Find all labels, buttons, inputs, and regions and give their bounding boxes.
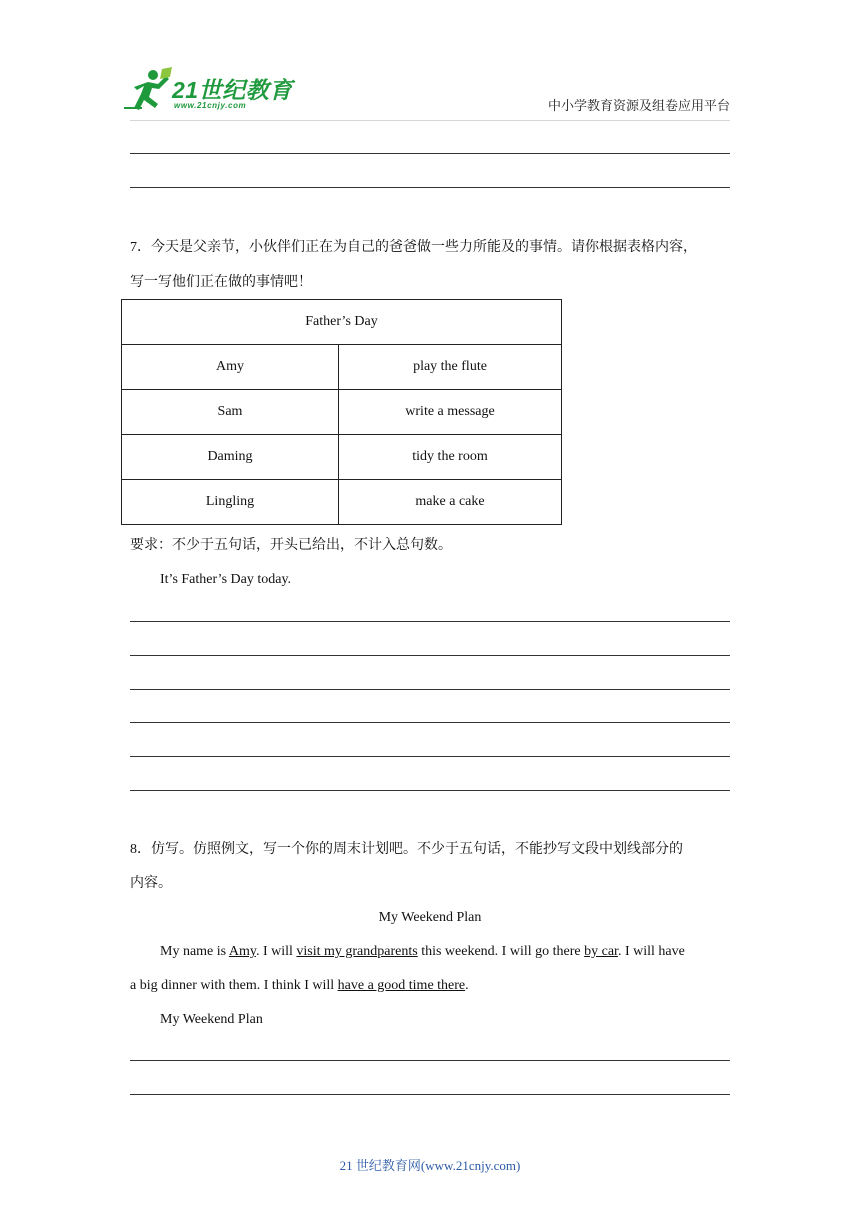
q8-prompt-line1: 8．仿写。仿照例文，写一个你的周末计划吧。不少于五句话，不能抄写文段中划线部分的: [130, 842, 683, 857]
underlined-phrase: visit my grandparents: [296, 944, 418, 959]
writing-line: [130, 790, 730, 791]
table-header-row: [122, 300, 562, 345]
table-cell-activity: write a message: [339, 390, 562, 435]
example-text: . I will have: [617, 944, 685, 959]
header-tagline: 中小学教育资源及组卷应用平台: [547, 98, 730, 113]
write-title: My Weekend Plan: [160, 1012, 263, 1027]
header-rule: [130, 120, 730, 121]
example-text: My name is: [160, 944, 229, 959]
table-row: [122, 435, 562, 480]
writing-line: [130, 689, 730, 690]
underlined-phrase: Amy: [228, 944, 256, 959]
table-title: Father’s Day: [122, 300, 562, 345]
q8-prompt-line2: 内容。: [130, 876, 172, 891]
writing-line: [130, 621, 730, 622]
table-cell-name: Lingling: [122, 480, 339, 525]
q7-prompt-line1: 7．今天是父亲节，小伙伴们正在为自己的爸爸做一些力所能及的事情。请你根据表格内容，: [130, 240, 697, 255]
logo-text: 21世纪教育: [172, 77, 293, 103]
table-cell-name: Amy: [122, 345, 339, 390]
writing-line: [130, 756, 730, 757]
table-cell-activity: tidy the room: [339, 435, 562, 480]
table-row: [122, 390, 562, 435]
writing-line: [130, 655, 730, 656]
footer-source: 21 世纪教育网(www.21cnjy.com): [339, 1158, 521, 1173]
fathers-day-table: [121, 299, 562, 525]
logo-url: www.21cnjy.com: [174, 101, 247, 110]
writing-line: [130, 1060, 730, 1061]
writing-line: [130, 187, 730, 188]
table-cell-name: Sam: [122, 390, 339, 435]
example-title: My Weekend Plan: [378, 910, 482, 925]
table-row: [122, 345, 562, 390]
q7-requirement: 要求：不少于五句话，开头已给出，不计入总句数。: [130, 538, 452, 553]
table-cell-activity: play the flute: [339, 345, 562, 390]
table-row: [122, 480, 562, 525]
runner-logo-icon: [122, 66, 174, 116]
writing-line: [130, 722, 730, 723]
example-text: .: [465, 978, 469, 993]
table-cell-activity: make a cake: [339, 480, 562, 525]
example-paragraph-line1: [160, 942, 685, 962]
example-text: . I will: [255, 944, 297, 959]
example-text: this weekend. I will go there: [417, 944, 585, 959]
q7-prompt-line2: 写一写他们正在做的事情吧！: [130, 275, 312, 290]
writing-line: [130, 1094, 730, 1095]
example-text: a big dinner with them. I think I will: [130, 978, 338, 993]
site-logo: [122, 66, 292, 116]
example-paragraph-line2: [130, 976, 469, 996]
writing-line: [130, 153, 730, 154]
table-cell-name: Daming: [122, 435, 339, 480]
q7-opening-sentence: It’s Father’s Day today.: [160, 572, 292, 587]
underlined-phrase: have a good time there: [337, 978, 466, 993]
underlined-phrase: by car: [584, 944, 618, 959]
